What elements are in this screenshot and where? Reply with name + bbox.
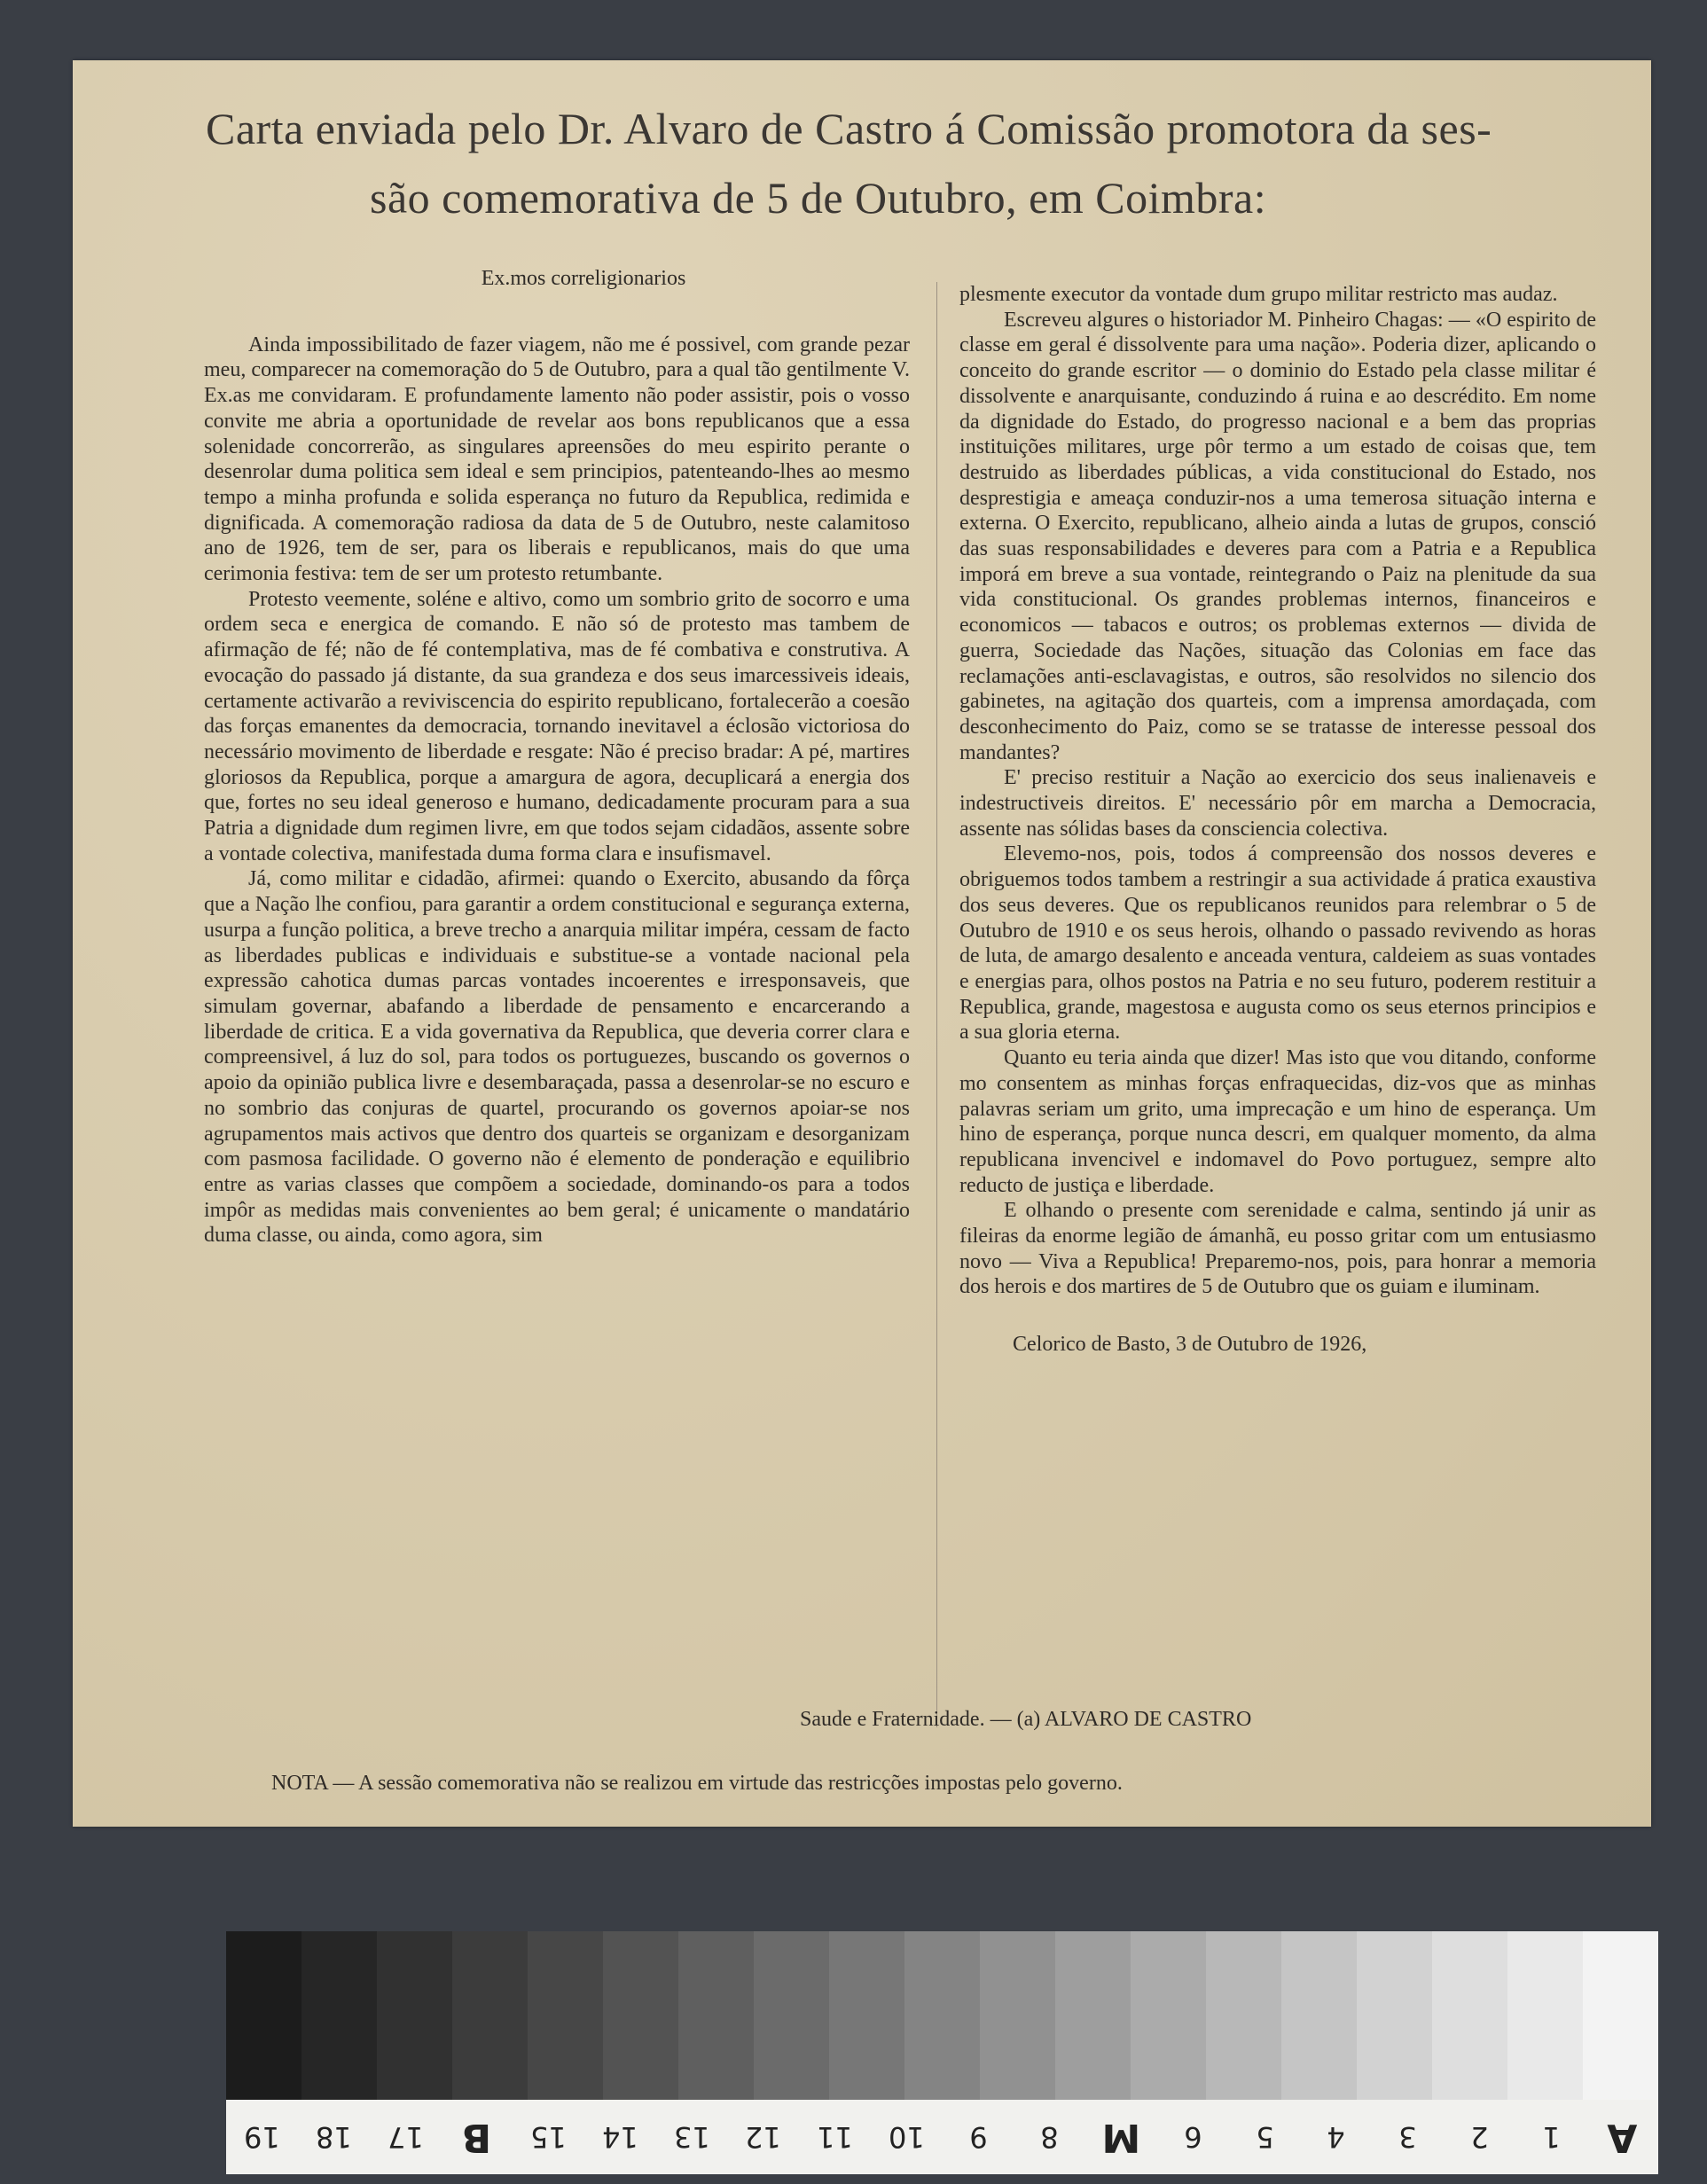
ruler-label: 18 xyxy=(315,2120,352,2154)
gray-swatch xyxy=(1281,1931,1357,2100)
paragraph: E' preciso restituir a Nação ao exercicio dos seus inalienaveis e indestructiveis direitos. E' necessário pôr em marcha a Democracia, assente nas sólidas bases da consciencia colectiva. xyxy=(959,766,1596,841)
paragraph: Já, como militar e cidadão, afirmei: quando o Exercito, abusando da fôrça que a Nação lhe confiou, para garantir a ordem constitucional e segurança externa, usurpa a função politica, a breve trecho a anarquia militar impéra, cessam de facto as liberdades publicas e individuais e substitue-se a vontade nacional pela expressão cahotica dumas parcas vontades incoerentes e irresponsaveis, que simulam governar, abafando a liberdade de pensamento e encarcerando a liberdade de critica. E a vida governativa da Republica, que deveria correr clara e compreensivel, á luz do sol, para todos os portuguezes, buscando os governos o apoio da opinião publica livre e desembaraçada, passa a desenrolar-se no escuro e no sombrio das conjuras de quartel, procurando os governos apoiar-se nos agrupamentos mais activos que dentro dos quarteis se organizam e desorganizam com pasmosa facilidade. O governo não é elemento de ponderação e equilibrio entre as varias classes que compõem a sociedade, dominando-os para a todos impôr as medidas mais convenientes ao bem geral; é unicamente o mandatário duma classe, ou ainda, como agora, sim xyxy=(204,867,910,1248)
ruler-label: 13 xyxy=(673,2120,710,2154)
ruler-label: M xyxy=(1101,2114,1141,2160)
ruler-label: 15 xyxy=(530,2120,567,2154)
ruler-label: 4 xyxy=(1327,2120,1345,2154)
paragraph: Protesto veemente, soléne e altivo, como um sombrio grito de socorro e uma ordem seca e energica de comando. E não só de protesto mas tambem de afirmação de fé; não de fé contemplativa, mas de fé combativa e construtiva. A evocação do passado já distante, da sua grandeza e dos seus imarcessiveis ideais, certamente activarão a reviviscencia do espirito republicano, fortalecerão a coesão das forças emanentes da democracia, tornando inevitavel a éclosão victoriosa do necessário movimento de liberdade e resgate: Não é preciso bradar: A pé, martires gloriosos da Republica, porque a amargura de agora, decuplicará a energia dos que, fortes no seu ideal generoso e humano, dedicadamente procuram para a sua Patria a dignidade dum regimen livre, em que todos sejam cidadãos, assente sobre a vontade colectiva, manifestada duma forma clara e insufismavel. xyxy=(204,587,910,865)
paragraph: Elevemo-nos, pois, todos á compreensão dos nossos deveres e obriguemos todos tambem a restringir a sua actividade á pratica exaustiva dos seus deveres. Que os republicanos reunidos para relembrar o 5 de Outubro de 1910 e os seus herois, olhando o passado revivendo as horas de luta, de amargo desalento e anceada ventura, caldeiem as suas vontades e energias para, olhos postos na Patria e no seu futuro, poderem restituir a Republica, grande, magestosa e augusta como os seus eternos principios e a sua gloria eterna. xyxy=(959,842,1596,1045)
ruler-label: 14 xyxy=(601,2120,638,2154)
paragraph: E olhando o presente com serenidade e calma, sentindo já unir as fileiras da enorme legião de ámanhã, eu posso gritar com um entusiasmo novo — Viva a Republica! Preparemo-nos, pois, para honrar a memoria dos herois e dos martires de 5 de Outubro que os guiam e iluminam. xyxy=(959,1199,1596,1299)
ruler-label: 2 xyxy=(1469,2120,1489,2154)
paragraph-continuation: plesmente executor da vontade dum grupo militar restricto mas audaz. xyxy=(959,283,1558,306)
title-line-2: são comemorativa de 5 de Outubro, em Coimbra: xyxy=(370,173,1267,223)
salutation: Ex.mos correligionarios xyxy=(481,267,686,290)
ruler-label: 8 xyxy=(1040,2120,1059,2154)
gray-swatch xyxy=(1206,1931,1281,2100)
ruler-label: 10 xyxy=(888,2120,925,2154)
gray-swatch xyxy=(1583,1931,1658,2100)
left-column xyxy=(204,266,910,1249)
page-title xyxy=(206,94,1607,232)
gray-swatch xyxy=(603,1931,678,2100)
gray-swatch xyxy=(1055,1931,1131,2100)
gray-swatch xyxy=(528,1931,603,2100)
gray-swatch xyxy=(452,1931,528,2100)
ruler-label: 17 xyxy=(387,2120,424,2154)
title-line-1: Carta enviada pelo Dr. Alvaro de Castro á Comissão promotora da ses- xyxy=(206,104,1492,153)
gray-swatch xyxy=(754,1931,829,2100)
gray-swatch xyxy=(980,1931,1055,2100)
ruler-label: 19 xyxy=(244,2120,280,2154)
color-scale-strip xyxy=(226,1931,1658,2174)
ruler-label: 6 xyxy=(1183,2120,1202,2154)
column-divider xyxy=(936,282,937,1727)
paragraph: Quanto eu teria ainda que dizer! Mas isto que vou ditando, conforme mo consentem as minhas forças enfraquecidas, diz-vos que as minhas palavras seriam um grito, uma imprecação e um hino de esperança. Um hino de esperança, porque nunca descri, em qualquer momento, da alma republicana invencivel e indomavel do Povo portuguez, sempre alto reducto de justiça e liberdade. xyxy=(959,1046,1596,1197)
note: NOTA — A sessão comemorativa não se realizou em virtude das restricções impostas pelo governo. xyxy=(271,1772,1123,1795)
ruler-label: 9 xyxy=(968,2120,988,2154)
ruler-label: 11 xyxy=(817,2120,853,2154)
ruler-label: B xyxy=(461,2114,492,2160)
ruler xyxy=(226,2100,1658,2174)
right-column xyxy=(959,282,1596,1358)
ruler-label: 3 xyxy=(1398,2120,1417,2154)
gray-swatches xyxy=(226,1931,1658,2100)
ruler-label: 1 xyxy=(1541,2120,1561,2154)
gray-swatch xyxy=(904,1931,980,2100)
paragraph: Escreveu algures o historiador M. Pinheiro Chagas: — «O espirito de classe em geral é dissolvente para uma nação». Poderia dizer, aplicando o conceito do grande escritor — o dominio do Estado pela classe militar é dissolvente e anarquisante, conduzindo á ruina e ao descrédito. Em nome da dignidade do Estado, do progresso nacional e a bem das proprias instituições militares, urge pôr termo a um estado de coisas que, tem destruido as liberdades públicas, a vida constitucional do Estado, nos desprestigia e ameaça conduzir-nos a uma temerosa situação interna e externa. O Exercito, republicano, alheio ainda a lutas de grupos, consció das suas responsabilidades e deveres para com a Patria e a Republica imporá em breve a sua vontade, reintegrando o Paiz na plenitude da sua vida constitucional. Os grandes problemas internos, financeiros e economicos — tabacos e outros; os problemas externos — divida de guerra, Sociedade das Nações, situação das Colonias em face das reclamações anti-esclavagistas, e outros, são resolvidos no silencio dos gabinetes, na agitação dos quarteis, com a imprensa amordaçada, com desconhecimento do Paiz, como se se tratasse de interesse pessoal dos mandantes? xyxy=(959,308,1596,764)
ruler-label: A xyxy=(1607,2114,1638,2160)
place-date: Celorico de Basto, 3 de Outubro de 1926, xyxy=(1013,1333,1367,1357)
gray-swatch xyxy=(301,1931,377,2100)
gray-swatch xyxy=(1357,1931,1432,2100)
ruler-label: 5 xyxy=(1255,2120,1274,2154)
gray-swatch xyxy=(1131,1931,1206,2100)
gray-swatch xyxy=(226,1931,301,2100)
ruler-label: 12 xyxy=(745,2120,781,2154)
signature: Saude e Fraternidade. — (a) ALVARO DE CASTRO xyxy=(800,1708,1252,1731)
gray-swatch xyxy=(678,1931,754,2100)
gray-swatch xyxy=(1507,1931,1583,2100)
document-page xyxy=(73,60,1651,1827)
gray-swatch xyxy=(377,1931,452,2100)
gray-swatch xyxy=(1432,1931,1507,2100)
paragraph: Ainda impossibilitado de fazer viagem, não me é possivel, com grande pezar meu, comparecer na comemoração do 5 de Outubro, para a qual tão gentilmente V. Ex.as me convidaram. E profundamente lamento não poder assistir, pois o vosso convite me abria a oportunidade de revelar aos bons republicanos que a essa solenidade concorrerão, as singulares apreensões do meu espirito perante o desenrolar duma politica sem ideal e sem principios, patenteando-lhes ao mesmo tempo a minha profunda e solida esperança no futuro da Republica, redimida e dignificada. A comemoração radiosa da data de 5 de Outubro, neste calamitoso ano de 1926, tem de ser, para os liberais e republicanos, mais do que uma cerimonia festiva: tem de ser um protesto retumbante. xyxy=(204,333,910,586)
gray-swatch xyxy=(829,1931,904,2100)
